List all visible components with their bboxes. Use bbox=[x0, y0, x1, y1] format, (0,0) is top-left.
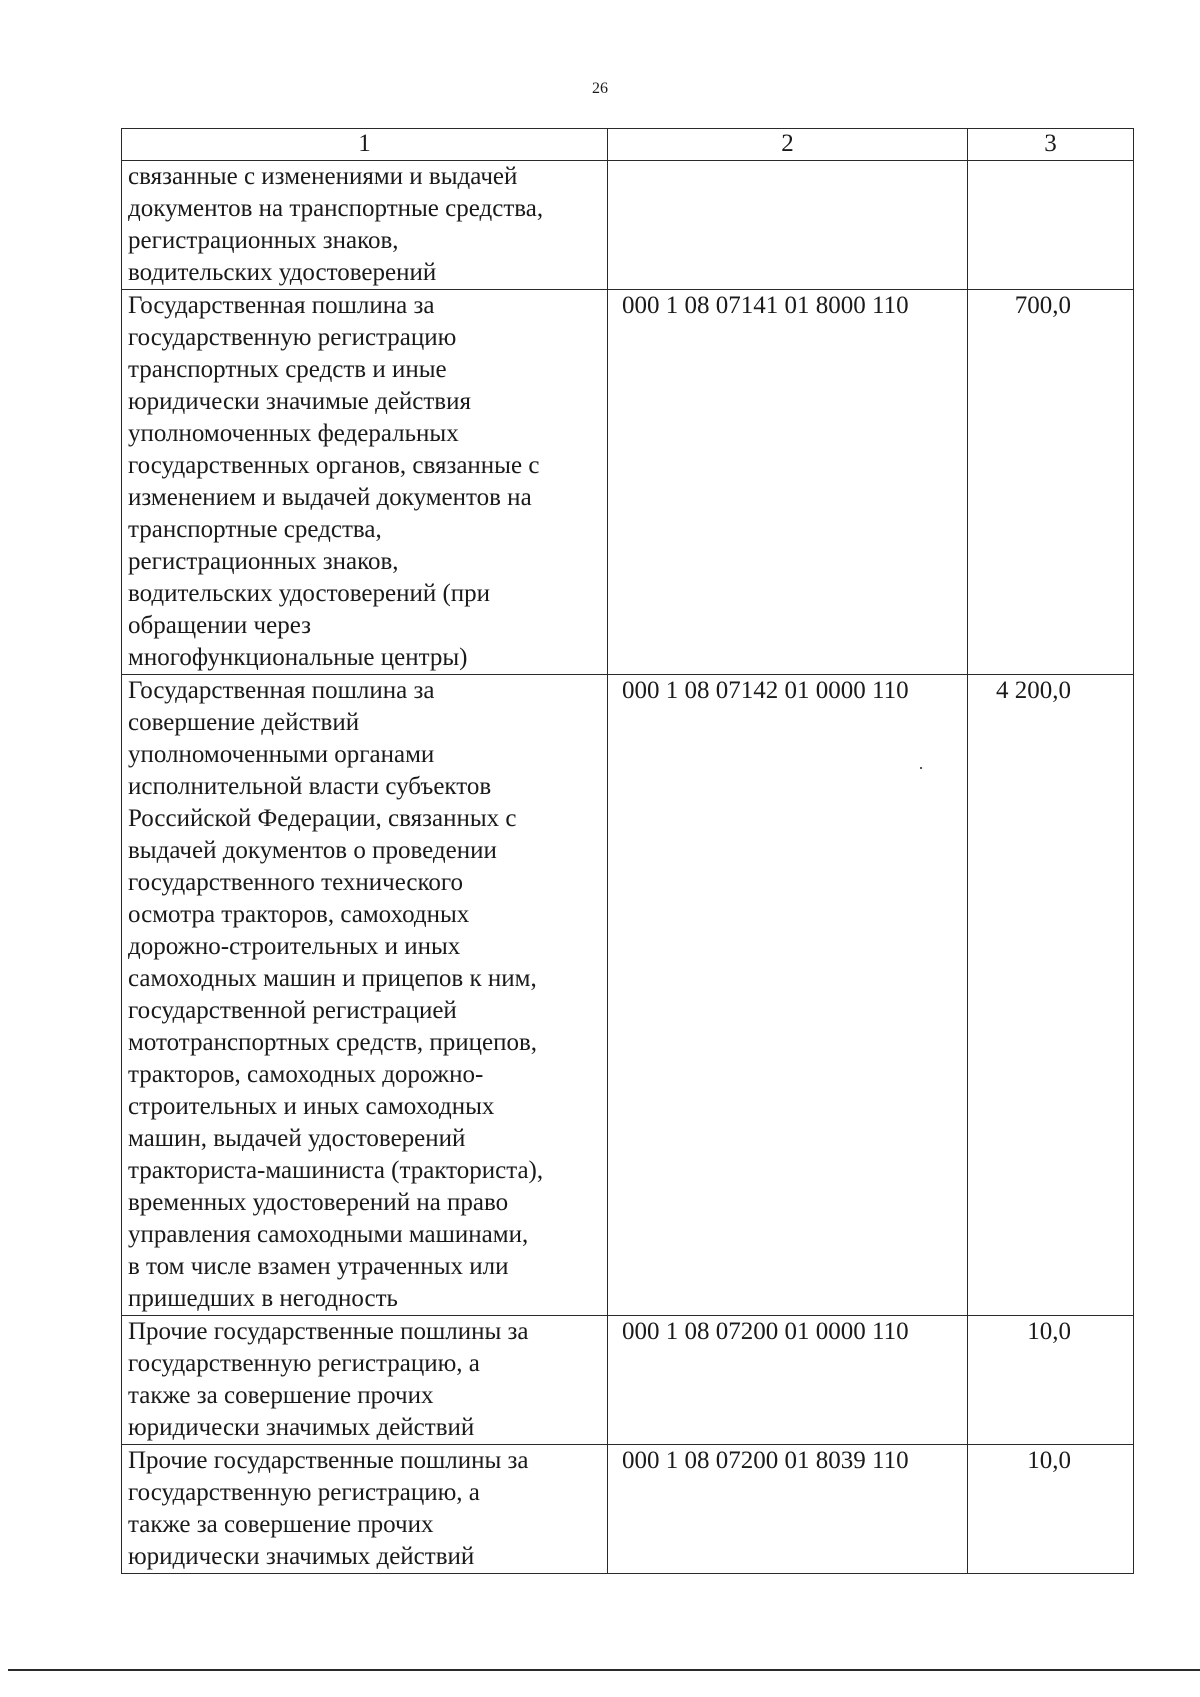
table-row bbox=[122, 1445, 1134, 1574]
row-description: Прочие государственные пошлины за государственную регистрацию, а также за совершение прочих юридически значимых действий bbox=[122, 1316, 608, 1445]
table-header-row bbox=[122, 129, 1134, 161]
table-row bbox=[122, 675, 1134, 1316]
column-header-1: 1 bbox=[122, 129, 608, 161]
row-code: 000 1 08 07141 01 8000 110 bbox=[608, 290, 968, 675]
fee-table bbox=[121, 128, 1134, 1574]
row-description: Государственная пошлина за совершение действий уполномоченными органами исполнительной власти субъектов Российской Федерации, связанных с выдачей документов о проведении государственного технического осмотра тракторов, самоходных дорожно-строительных и иных самоходных машин и прицепов к ним, государственной регистрацией мототранспортных средств, прицепов, тракторов, самоходных дорожно- строительных и иных самоходных машин, выдачей удостоверений тракториста-машиниста (тракториста), временных удостоверений на право управления самоходными машинами, в том числе взамен утраченных или пришедших в негодность bbox=[122, 675, 608, 1316]
row-amount: 4 200,0 bbox=[968, 675, 1134, 1316]
row-code: 000 1 08 07142 01 0000 110 bbox=[608, 675, 968, 1316]
row-description: Государственная пошлина за государственную регистрацию транспортных средств и иные юридически значимые действия уполномоченных федеральных государственных органов, связанные с изменением и выдачей документов на транспортные средства, регистрационных знаков, водительских удостоверений (при обращении через многофункциональные центры) bbox=[122, 290, 608, 675]
row-code bbox=[608, 161, 968, 290]
table-row bbox=[122, 161, 1134, 290]
row-amount: 10,0 bbox=[968, 1316, 1134, 1445]
table-row bbox=[122, 290, 1134, 675]
row-code: 000 1 08 07200 01 0000 110 bbox=[608, 1316, 968, 1445]
row-amount: 10,0 bbox=[968, 1445, 1134, 1574]
row-description: Прочие государственные пошлины за государственную регистрацию, а также за совершение прочих юридически значимых действий bbox=[122, 1445, 608, 1574]
row-code: 000 1 08 07200 01 8039 110 bbox=[608, 1445, 968, 1574]
bottom-rule bbox=[8, 1669, 1200, 1671]
row-amount bbox=[968, 161, 1134, 290]
column-header-2: 2 bbox=[608, 129, 968, 161]
page-number: 26 bbox=[592, 80, 608, 97]
table-row bbox=[122, 1316, 1134, 1445]
row-description: связанные с изменениями и выдачей документов на транспортные средства, регистрационных знаков, водительских удостоверений bbox=[122, 161, 608, 290]
row-amount: 700,0 bbox=[968, 290, 1134, 675]
column-header-3: 3 bbox=[968, 129, 1134, 161]
scan-speck bbox=[920, 767, 922, 769]
